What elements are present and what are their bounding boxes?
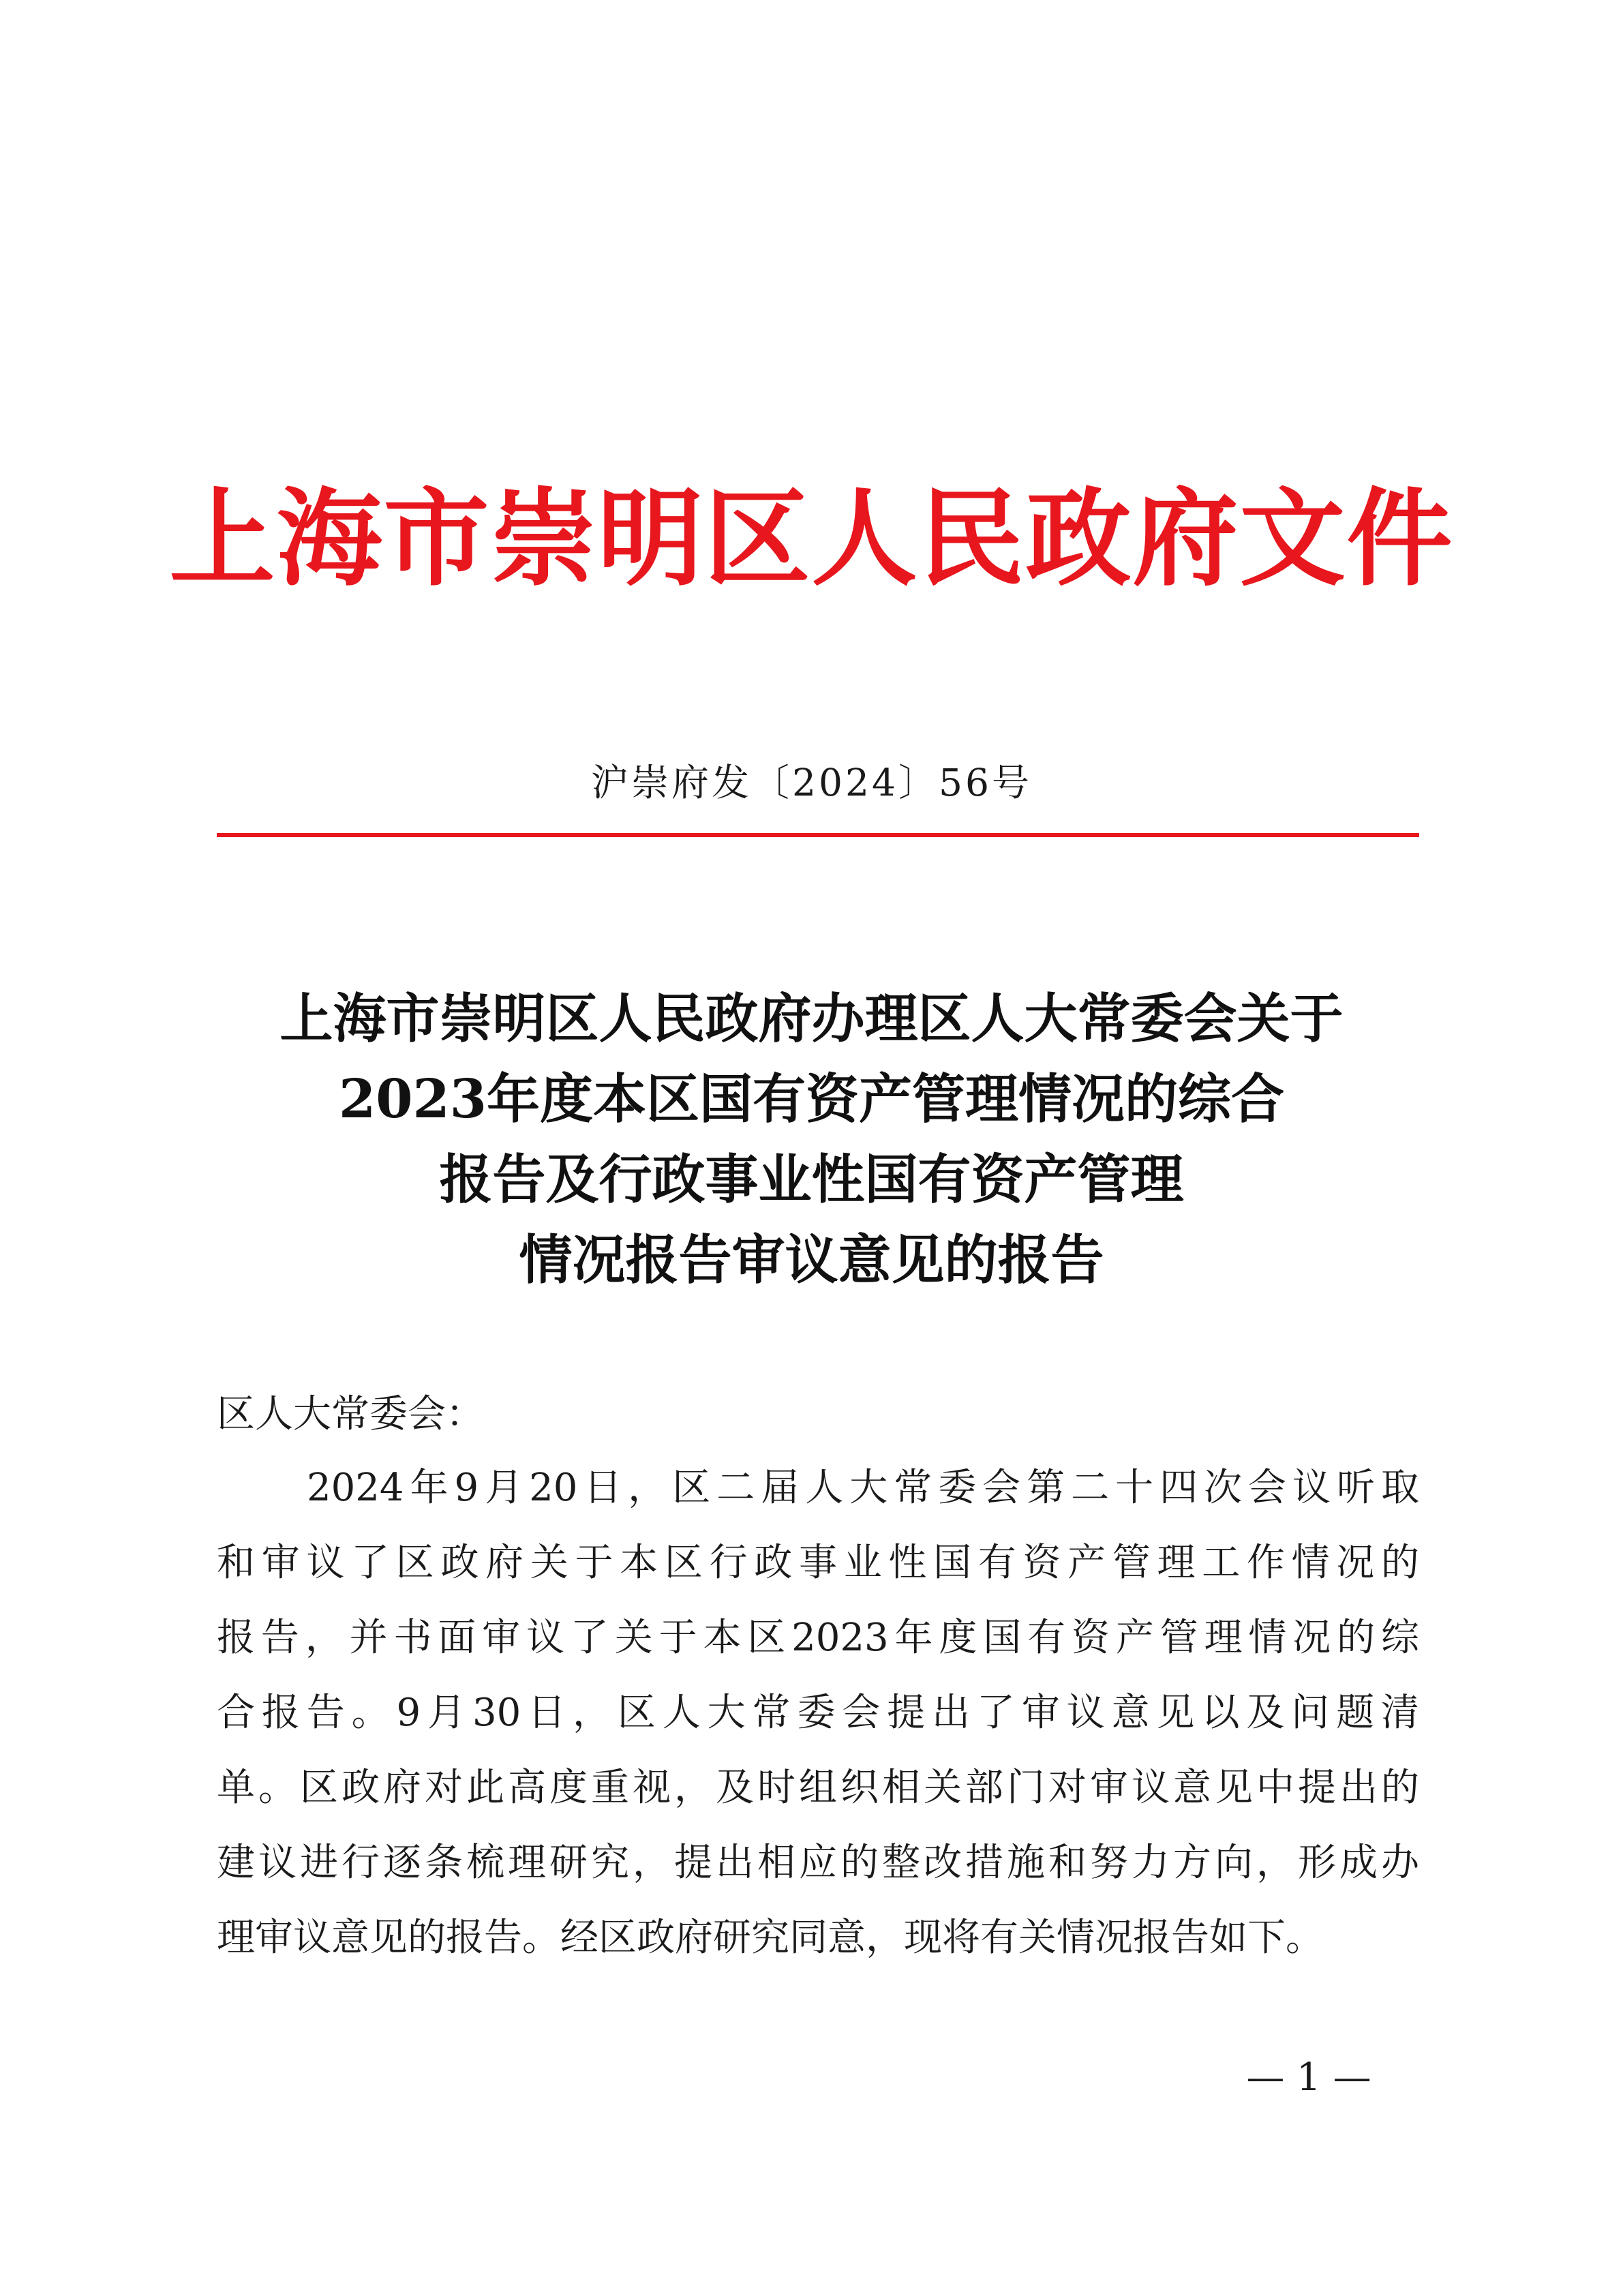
- body-line: 理审议意见的报告。经区政府研究同意，现将有关情况报告如下。: [217, 1916, 1324, 1960]
- page-number: — 1 —: [1246, 2055, 1371, 2100]
- body-line: 单。区政府对此高度重视，及时组织相关部门对审议意见中提出的: [217, 1766, 1419, 1810]
- title-line: 报告及行政事业性国有资产管理: [439, 1149, 1184, 1211]
- title-line: 情况报告审议意见的报告: [519, 1229, 1104, 1291]
- document-number: 沪崇府发〔2024〕56号: [591, 761, 1032, 804]
- title-line: 2023年度本区国有资产管理情况的综合: [338, 1068, 1285, 1130]
- body-line: 2024年9月20日，区二届人大常委会第二十四次会议听取: [307, 1466, 1419, 1510]
- body-line: 和审议了区政府关于本区行政事业性国有资产管理工作情况的: [217, 1541, 1419, 1585]
- issuer-masthead: 上海市崇明区人民政府文件: [169, 476, 1454, 601]
- document-title: [136, 979, 1487, 1301]
- red-separator-rule: [217, 833, 1419, 837]
- body-paragraph: [217, 1451, 1419, 1976]
- body-line: 报告，并书面审议了关于本区2023年度国有资产管理情况的综: [217, 1616, 1419, 1660]
- body-line: 建议进行逐条梳理研究，提出相应的整改措施和努力方向，形成办: [217, 1841, 1419, 1885]
- title-line: 上海市崇明区人民政府办理区人大常委会关于: [279, 988, 1344, 1050]
- salutation: 区人大常委会：: [217, 1392, 484, 1436]
- body-line: 合报告。9月30日，区人大常委会提出了审议意见以及问题清: [217, 1691, 1419, 1735]
